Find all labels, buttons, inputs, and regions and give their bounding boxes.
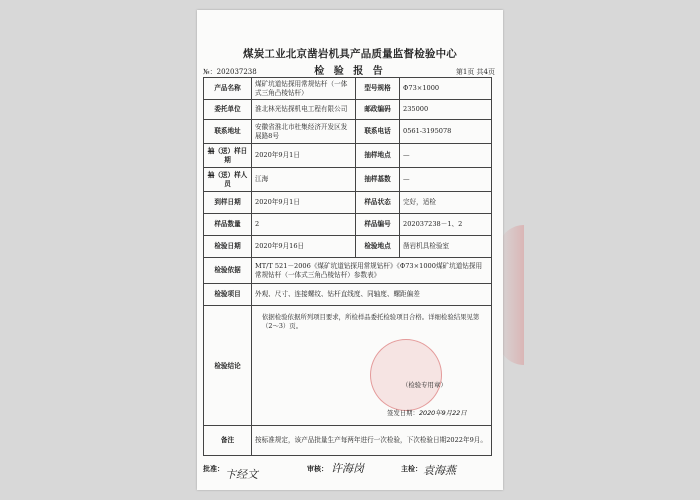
report-table (203, 77, 492, 456)
signature-row (199, 460, 499, 486)
report-page (197, 10, 503, 490)
report-title: 检 验 报 告 (314, 66, 386, 77)
issue-date: 2020年9月22日 (418, 408, 467, 417)
sample-site-label: 抽样地点 (356, 144, 400, 168)
phone-value: 0561-3195078 (400, 120, 492, 144)
institution-title: 煤炭工业北京凿岩机具产品质量监督检验中心 (243, 48, 457, 60)
issue-date-line (387, 409, 467, 418)
model-value: Φ73×1000 (400, 78, 492, 100)
test-label: 主检： (401, 465, 422, 473)
sample-no: 202037238－1、2 (400, 214, 492, 236)
stamp-caption: （检验专用章） (402, 380, 447, 389)
conclusion-label: 检验结论 (204, 306, 252, 426)
basis-label: 检验依据 (204, 258, 252, 284)
sample-no-label: 样品编号 (356, 214, 400, 236)
test-date: 2020年9月16日 (252, 236, 356, 258)
inspection-seal (370, 339, 442, 411)
qty-label: 样品数量 (204, 214, 252, 236)
product-name: 煤矿坑道钻探用常规钻杆（一体式三角凸棱钻杆） (252, 78, 356, 100)
sampler-value: 江海 (252, 168, 356, 192)
sample-base-label: 抽样基数 (356, 168, 400, 192)
arrival-value: 2020年9月1日 (252, 192, 356, 214)
arrival-label: 到样日期 (204, 192, 252, 214)
approve-label: 批准： (203, 465, 224, 473)
state-value: 完好，适检 (400, 192, 492, 214)
items-value: 外观、尺寸、连接螺纹、钻杆直线度、同轴度、螺距偏差 (252, 284, 492, 306)
items-label: 检验项目 (204, 284, 252, 306)
sample-date-label (204, 144, 252, 168)
model-label: 型号规格 (356, 78, 400, 100)
sample-base: — (400, 168, 492, 192)
conclusion-body (252, 307, 491, 425)
state-label: 样品状态 (356, 192, 400, 214)
page-info: 第1页 共4页 (455, 68, 495, 76)
sampler-label-text: （送）样人员 (214, 171, 248, 188)
review-label: 审核： (307, 465, 328, 473)
address-value: 安徽省淮北市杜集经济开发区发展路8号 (252, 120, 356, 144)
conclusion-cell (252, 306, 492, 426)
sample-date: 2020年9月1日 (252, 144, 356, 168)
zip-label: 邮政编码 (356, 100, 400, 120)
review-signature: 许海岗 (331, 462, 364, 475)
sample-site: — (400, 144, 492, 168)
approve-signature: 卞经文 (225, 468, 258, 481)
qty-value: 2 (252, 214, 356, 236)
remarks-label: 备注 (204, 426, 252, 456)
report-number: №：202037238 (203, 68, 257, 76)
sample-date-label-text: （送）样日期 (214, 147, 248, 164)
client-value: 淮北林光钻探机电工程有限公司 (252, 100, 356, 120)
strike-mark: 抽 (207, 171, 215, 179)
test-date-label: 检验日期 (204, 236, 252, 258)
address-label: 联系地址 (204, 120, 252, 144)
basis-value: MT/T 521－2006《煤矿坑道钻探用常规钻杆》《Φ73×1000煤矿坑道钻探用常规钻杆（一体式三角凸棱钻杆）参数表》 (252, 258, 492, 284)
test-signature: 袁海燕 (423, 464, 456, 477)
zip-value: 235000 (400, 100, 492, 120)
client-label: 委托单位 (204, 100, 252, 120)
sampler-label (204, 168, 252, 192)
product-name-label: 产品名称 (204, 78, 252, 100)
test-site-label: 检验地点 (356, 236, 400, 258)
test-site: 凿岩机具检验室 (400, 236, 492, 258)
conclusion-text: 依据检验依据所列项目要求，所检样品委托检验项目合格。详细检验结果见第（2～3）页。 (262, 312, 480, 330)
phone-label: 联系电话 (356, 120, 400, 144)
issue-date-label: 签发日期： (387, 408, 419, 417)
strike-mark: 抽 (207, 147, 215, 155)
remarks-value: 按标准规定，该产品批量生产每两年进行一次检验，下次检验日期2022年9月。 (252, 426, 492, 456)
